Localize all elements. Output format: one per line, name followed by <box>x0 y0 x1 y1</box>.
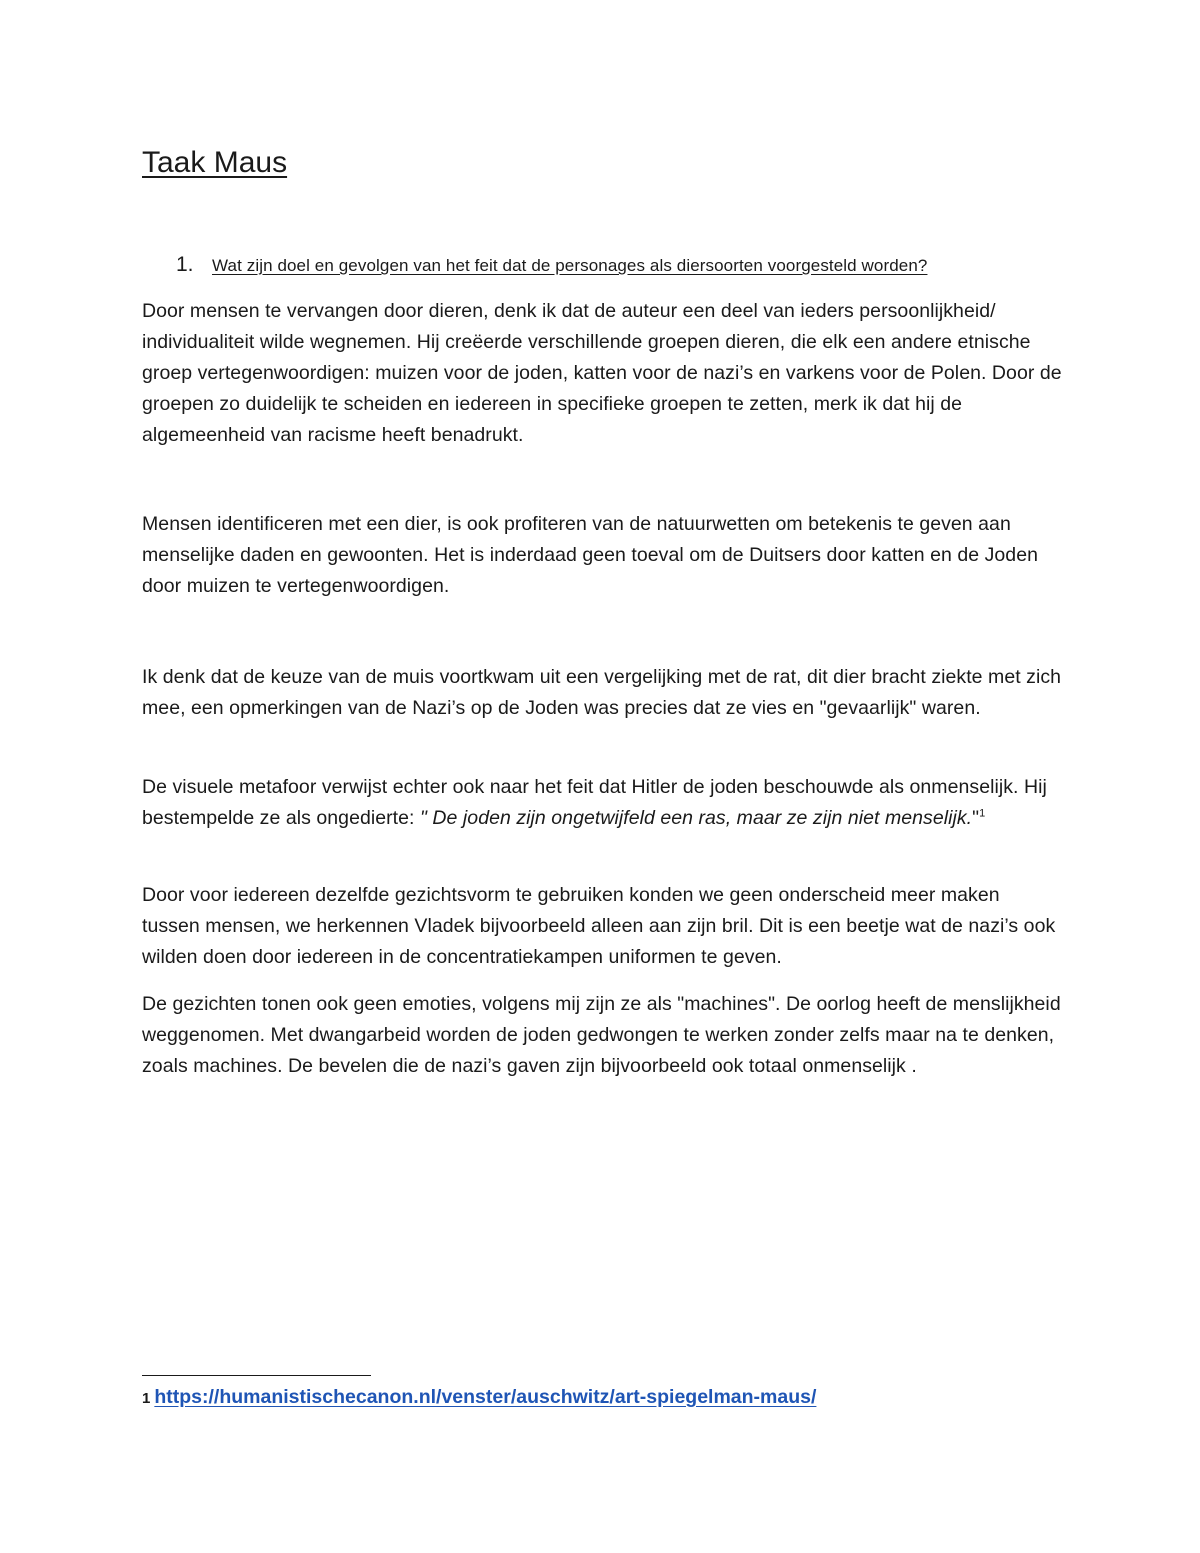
footnote-number: 1 <box>142 1390 151 1407</box>
paragraph-3: Ik denk dat de keuze van de muis voortkwam uit een vergelijking met de rat, dit dier bracht ziekte met zich mee, een opmerkingen van de Nazi’s op de Joden was precies dat ze vies en "gevaarlijk" waren. <box>142 666 1062 719</box>
hitler-quote: " De joden zijn ongetwijfeld een ras, maar ze zijn niet menselijk. <box>419 807 973 829</box>
paragraph-4-intro: De visuele metafoor verwijst echter ook naar het feit dat Hitler de joden beschouwde als onmenselijk. Hij bestempelde ze als ongedierte: <box>142 776 1047 829</box>
question-heading <box>176 253 927 277</box>
paragraph-6: De gezichten tonen ook geen emoties, volgens mij zijn ze als "machines". De oorlog heeft de menslijkheid weggenomen. Met dwangarbeid worden de joden gedwongen te werken zonder zelfs maar na te denken, zoals machines. De bevelen die de nazi’s gaven zijn bijvoorbeeld ook totaal onmenselijk . <box>142 993 1061 1077</box>
document-title: Taak Maus <box>142 146 288 179</box>
footnote-link[interactable]: https://humanistischecanon.nl/venster/auschwitz/art-spiegelman-maus/ <box>154 1386 817 1408</box>
footnote-reference[interactable]: 1 <box>979 807 986 820</box>
paragraph-1: Door mensen te vervangen door dieren, denk ik dat de auteur een deel van ieders persoonlijkheid/ individualiteit wilde wegnemen. Hij creëerde verschillende groepen dieren, die elk een andere etnische groep vertegenwoordigen: muizen voor de joden, katten voor de nazi’s en varkens voor de Polen. Door de groepen zo duidelijk te scheiden en iedereen in specifieke groepen te zetten, merk ik dat hij de algemeenheid van racisme heeft benadrukt. <box>142 300 1062 446</box>
footnote <box>142 1386 816 1409</box>
question-text: Wat zijn doel en gevolgen van het feit dat de personages als diersoorten voorgesteld worden? <box>212 256 928 275</box>
paragraph-4 <box>142 772 1062 834</box>
quote-close: " <box>972 807 980 829</box>
paragraph-2: Mensen identificeren met een dier, is ook profiteren van de natuurwetten om betekenis te geven aan menselijke daden en gewoonten. Het is inderdaad geen toeval om de Duitsers door katten en de Joden door muizen te vertegenwoordigen. <box>142 513 1038 597</box>
question-number: 1. <box>176 253 194 276</box>
footnote-separator <box>142 1375 371 1376</box>
paragraph-5: Door voor iedereen dezelfde gezichtsvorm te gebruiken konden we geen onderscheid meer maken tussen mensen, we herkennen Vladek bijvoorbeeld alleen aan zijn bril. Dit is een beetje wat de nazi’s ook wilden doen door iedereen in de concentratiekampen uniformen te geven. <box>142 884 1056 968</box>
